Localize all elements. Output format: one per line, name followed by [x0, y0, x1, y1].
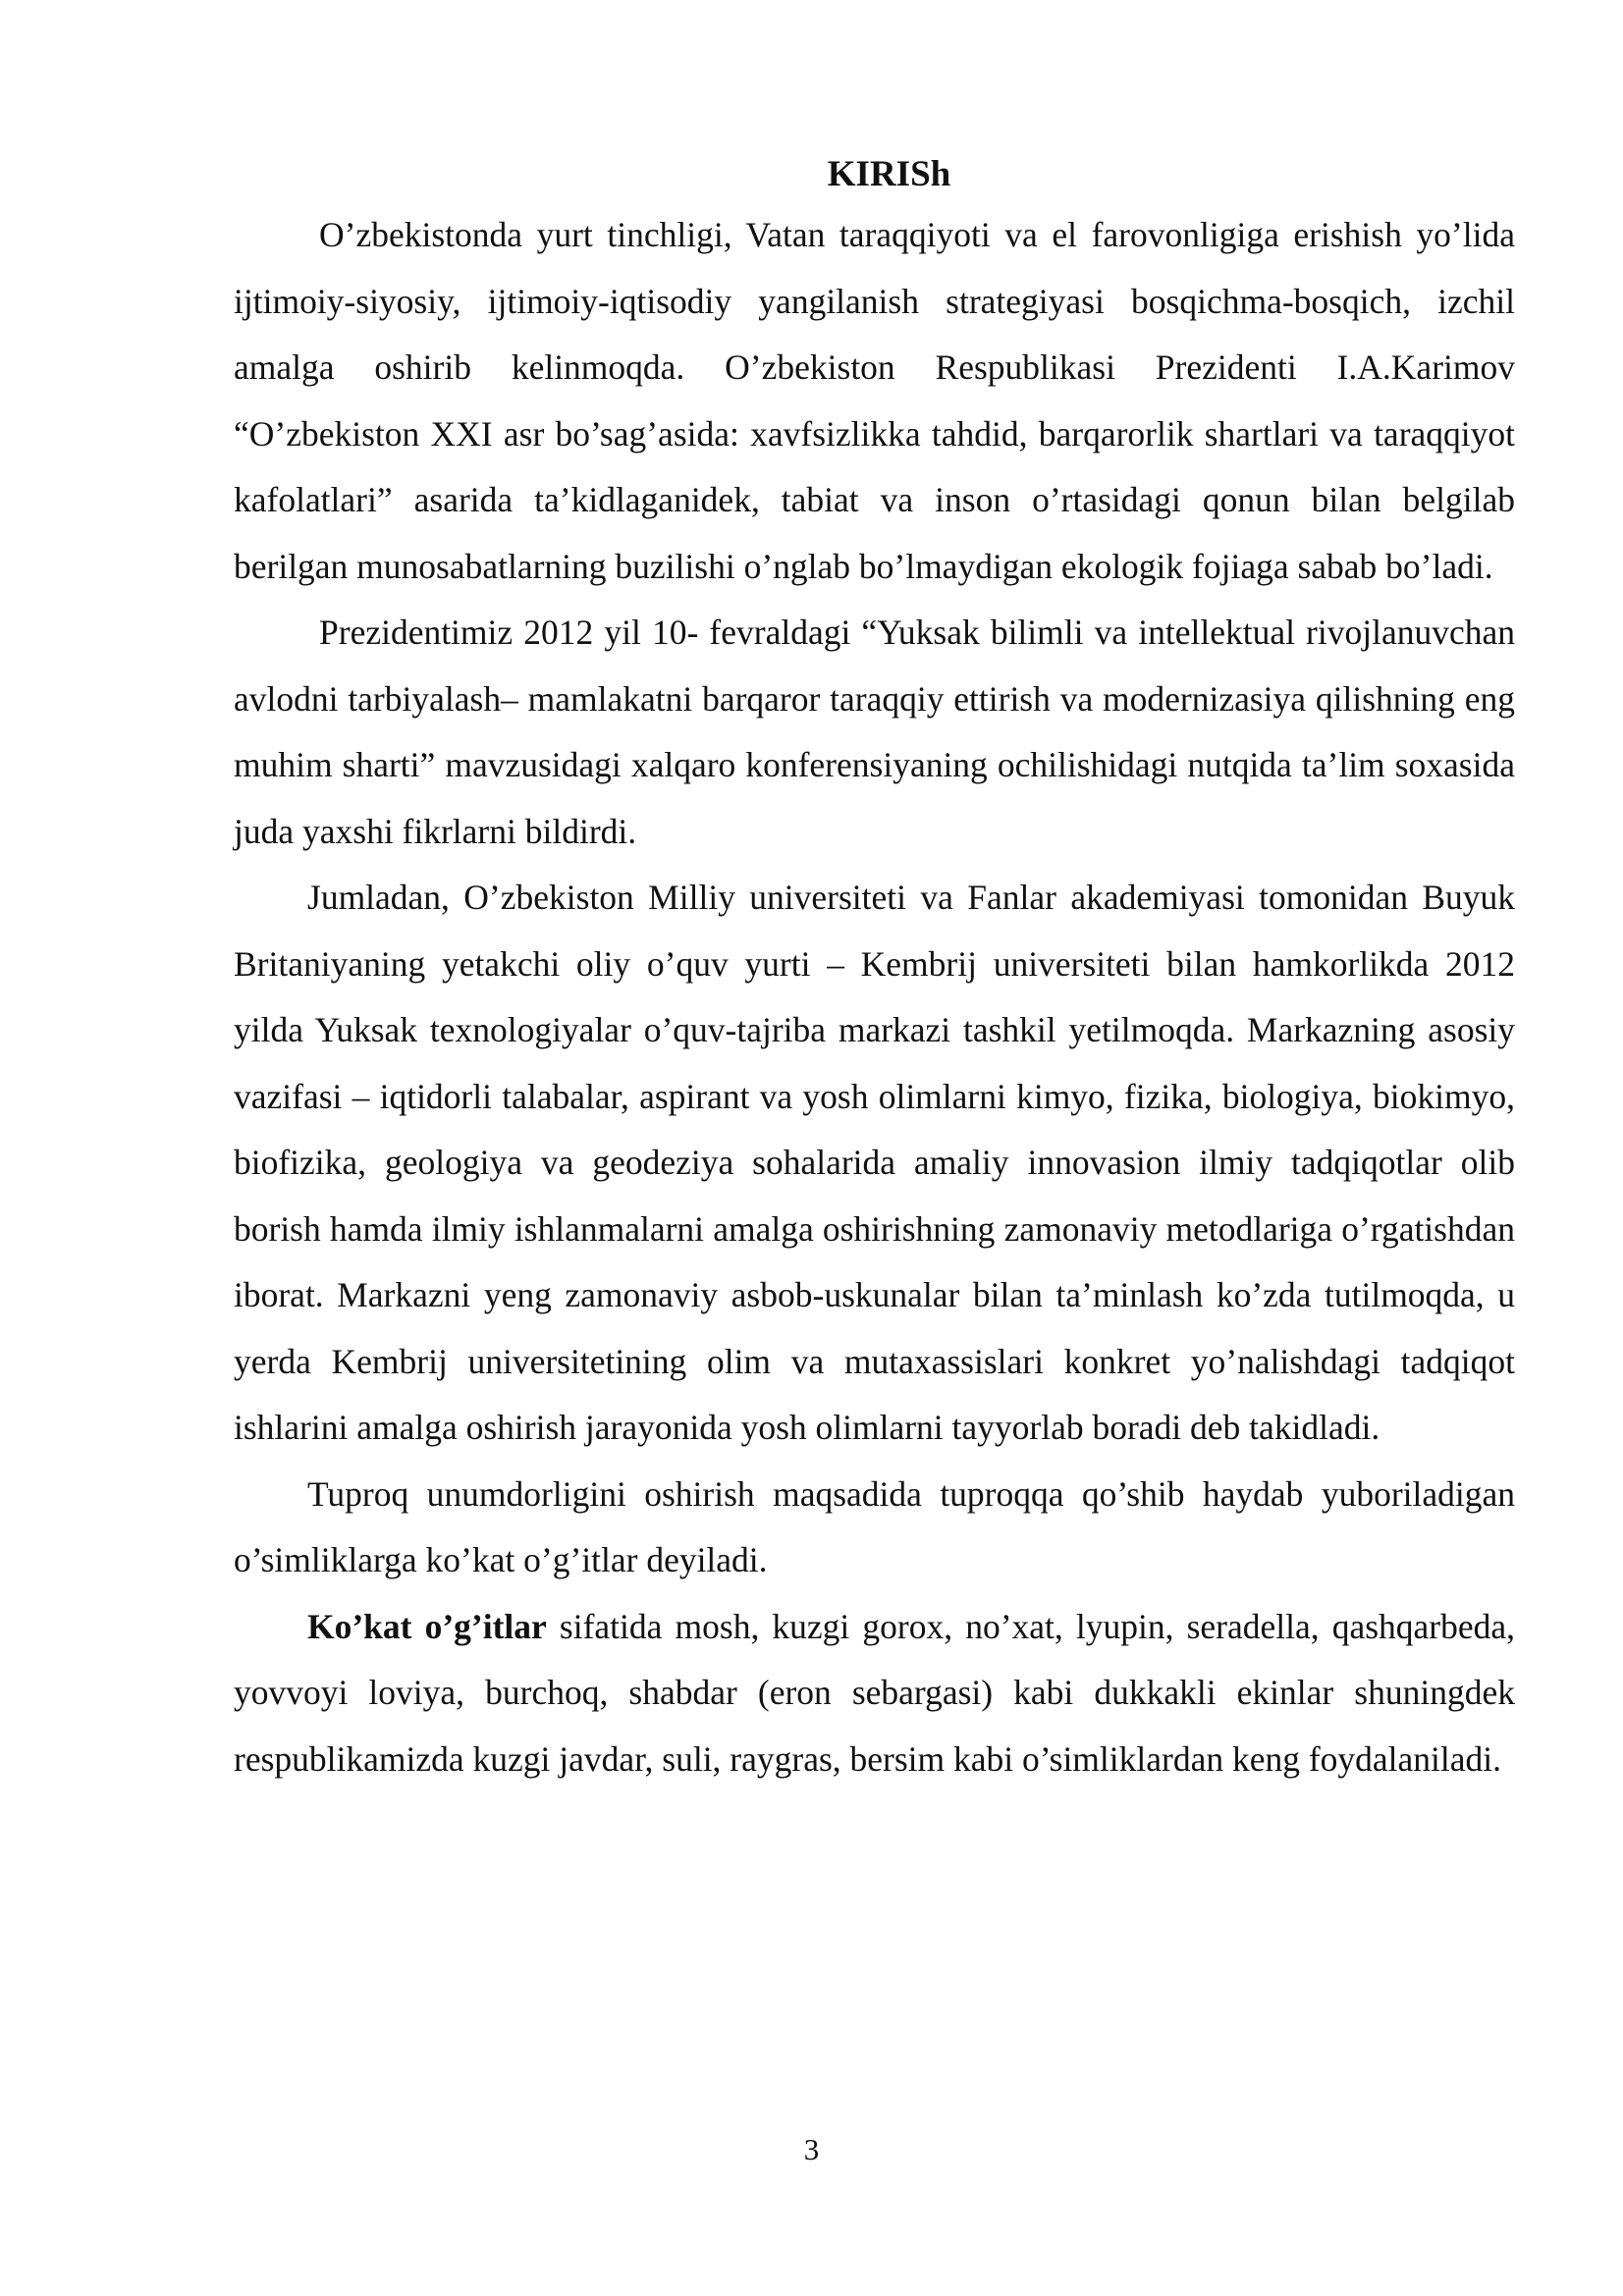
paragraph-cambridge-center: Jumladan, O’zbekiston Milliy universiteti va Fanlar akademiyasi tomonidan Buyuk Britaniyaning yetakchi oliy o’quv yurti – Kembrij universiteti bilan hamkorlikda 2012 yilda Yuksak texnologiyalar o’quv-tajriba markazi tashkil yetilmoqda. Markazning asosiy vazifasi – iqtidorli talabalar, aspirant va yosh olimlarni kimyo, fizika, biologiya, biokimyo, biofizika, geologiya va geodeziya sohalarida amaliy innovasion ilmiy tadqiqotlar olib borish hamda ilmiy ishlanmalarni amalga oshirishning zamonaviy metodlariga o’rgatishdan iborat. Markazni yeng zamonaviy asbob-uskunalar bilan ta’minlash ko’zda tutilmoqda, u yerda Kembrij universitetining olim va mutaxassislari konkret yo’nalishdagi tadqiqot ishlarini amalga oshirish jarayonida yosh olimlarni tayyorlab boradi deb takidladi. — [234, 878, 1515, 1447]
paragraph-green-manure-crops — [234, 1594, 1515, 1793]
document-title: KIRISh — [827, 154, 951, 194]
paragraph-president-speech: Prezidentimiz 2012 yil 10- fevraldagi “Yuksak bilimli va intellektual rivojlanuvchan avlodni tarbiyalash– mamlakatni barqaror taraqqiy ettirish va modernizasiya qilishning eng muhim sharti” mavzusidagi xalqaro konferensiyaning ochilishidagi nutqida ta’lim soxasida juda yaxshi fikrlarni bildirdi. — [234, 613, 1515, 851]
bold-term: Ko’kat o’g’itlar — [307, 1606, 547, 1646]
document-page — [234, 147, 1515, 1792]
page-number: 3 — [803, 2132, 820, 2166]
paragraph-green-manure-definition: Tuproq unumdorligini oshirish maqsadida tuproqqa qo’shib haydab yuboriladigan o’simliklarga ko’kat o’g’itlar deyiladi. — [234, 1473, 1515, 1579]
paragraph-intro: O’zbekistonda yurt tinchligi, Vatan taraqqiyoti va el farovonligiga erishish yo’lida ijtimoiy-siyosiy, ijtimoiy-iqtisodiy yangilanish strategiyasi bosqichma-bosqich, izchil amalga oshirib kelinmoqda. O’zbekiston Respublikasi Prezidenti I.A.Karimov “O’zbekiston XXI asr bo’sag’asida: xavfsizlikka tahdid, barqarorlik shartlari va taraqqiyot kafolatlari” asarida ta’kidlaganidek, tabiat va inson o’rtasidagi qonun bilan belgilab berilgan munosabatlarning buzilishi o’nglab bo’lmaydigan ekologik fojiaga sabab bo’ladi. — [234, 215, 1515, 586]
paragraph-body-text: sifatida mosh, kuzgi gorox, no’xat, lyupin, seradella, qashqarbeda, yovvoyi loviya, burchoq, shabdar (eron sebargasi) kabi dukkakli ekinlar shuningdek respublikamizda kuzgi javdar, suli, raygras, bersim kabi o’simliklardan keng foydalaniladi. — [234, 1606, 1515, 1779]
